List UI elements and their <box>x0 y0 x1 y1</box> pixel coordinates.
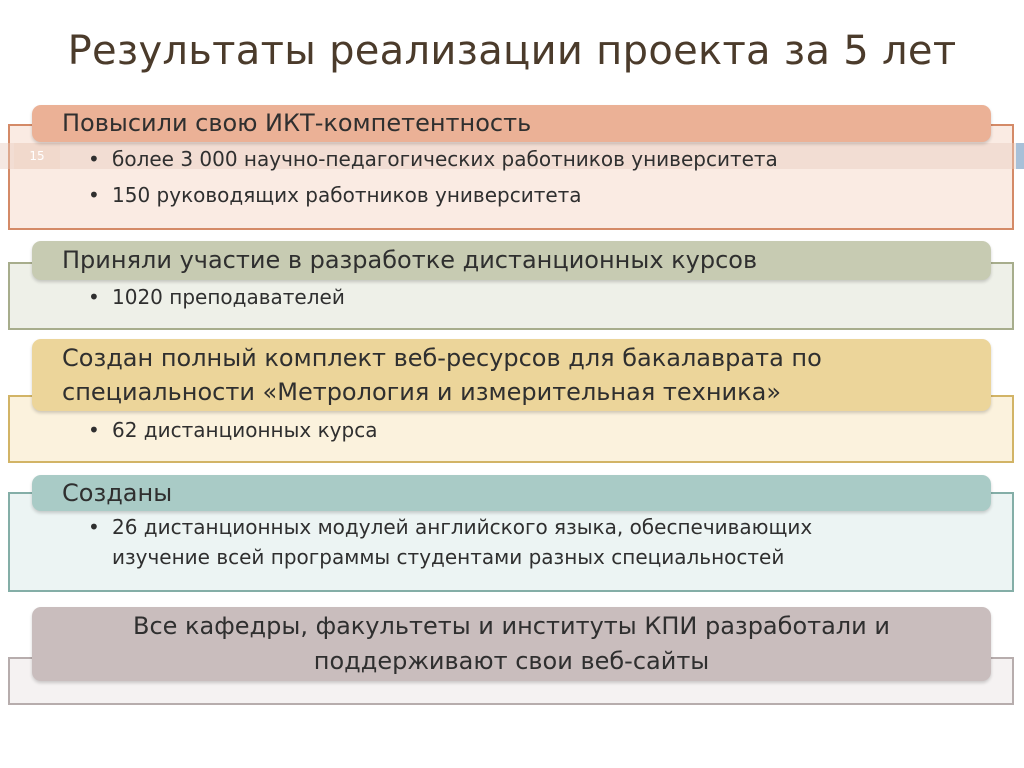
section-4-list <box>86 512 812 572</box>
section-3-header <box>32 339 991 411</box>
section-4-header: Созданы <box>32 475 991 511</box>
section-3-list <box>86 415 377 445</box>
slide-number: 15 <box>14 143 60 169</box>
slide-title: Результаты реализации проекта за 5 лет <box>67 28 957 74</box>
edge-mark <box>1016 143 1024 169</box>
section-5-header-line-2: поддерживают свои веб-сайты <box>313 647 710 675</box>
section-2-header: Приняли участие в разработке дистанционных курсов <box>32 241 991 280</box>
section-5-header <box>32 607 991 681</box>
list-item: • 62 дистанционных курса <box>86 415 377 445</box>
section-1-list <box>86 144 778 210</box>
list-item: • 150 руководящих работников университета <box>86 180 778 210</box>
section-3-header-line-2: специальности «Метрология и измерительная техника» <box>62 378 782 406</box>
list-item-line-1: • 26 дистанционных модулей английского языка, обеспечивающих <box>112 515 813 539</box>
list-item-line-2: изучение всей программы студентами разных специальностей <box>112 545 785 569</box>
list-item <box>86 512 812 572</box>
list-item: • более 3 000 научно-педагогических работников университета <box>86 144 778 174</box>
section-2-list <box>86 282 345 312</box>
section-1-header: Повысили свою ИКТ-компетентность <box>32 105 991 142</box>
section-3-header-line-1: Создан полный комплект веб-ресурсов для бакалаврата по <box>62 344 822 372</box>
list-item: • 1020 преподавателей <box>86 282 345 312</box>
section-5-header-line-1: Все кафедры, факультеты и институты КПИ разработали и <box>133 612 890 640</box>
